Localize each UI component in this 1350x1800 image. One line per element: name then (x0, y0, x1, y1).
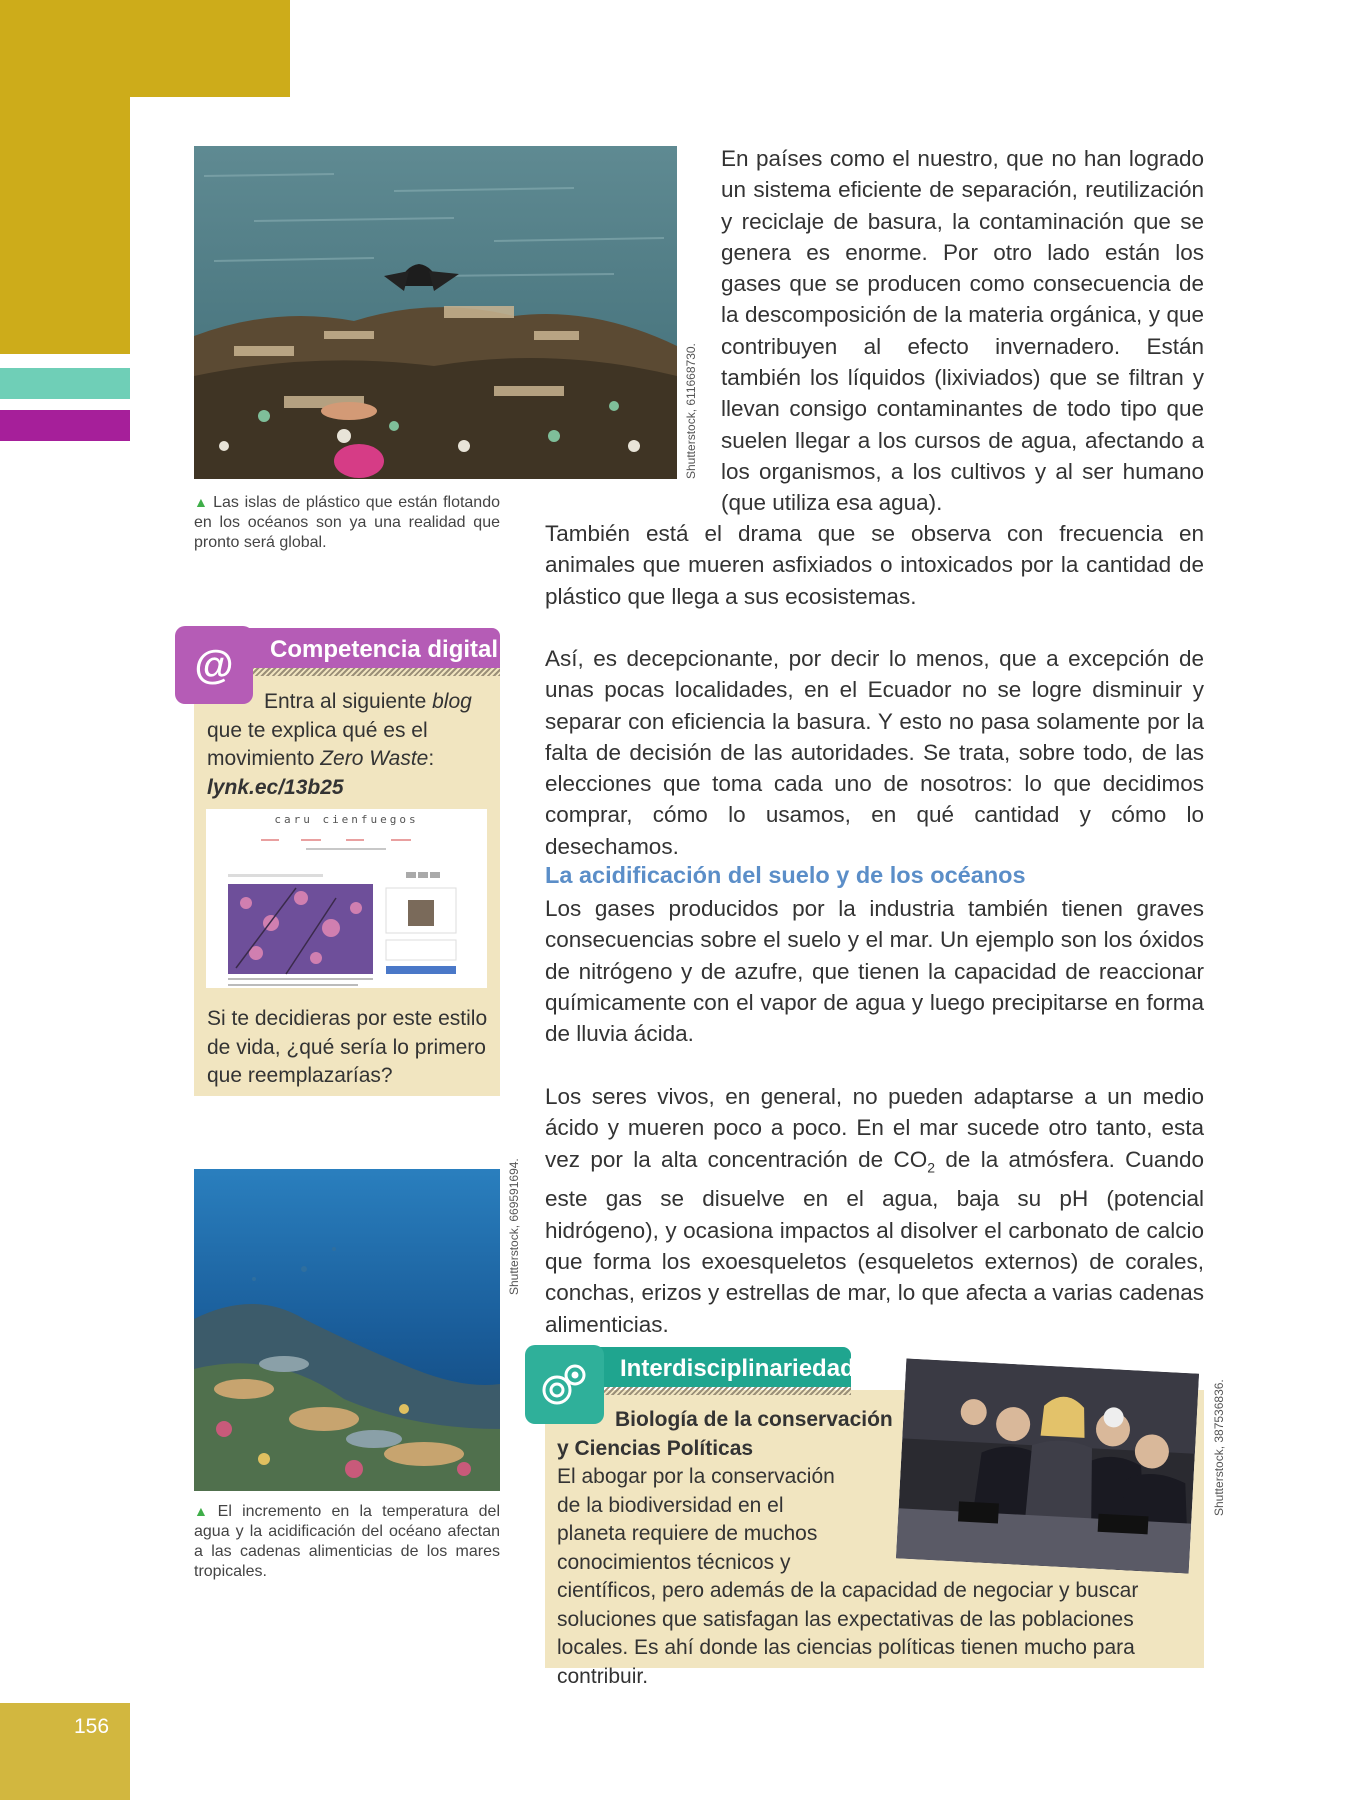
p5-text-after: de la atmósfera. Cuando este gas se disuelve en el agua, baja su pH (potencial hidrógeno), y ocasiona impactos al disolver el carbonato de calcio que forma los exoesqueletos (esqueletos externos) de corales, conchas, erizos y estrellas de mar, lo que afecta a varias cadenas alimenticias. (545, 1146, 1204, 1337)
co2-subscript: 2 (927, 1159, 935, 1176)
competencia-question: Si te decidieras por este estilo de vida, ¿qué sería lo primero que reemplazarías? (207, 1007, 488, 1087)
blog-link[interactable]: lynk.ec/13b25 (207, 775, 344, 799)
triangle-bullet-icon: ▲ (194, 494, 210, 510)
caption-text-1: Las islas de plástico que están flotando en los océanos son ya una realidad que pronto será global. (194, 494, 501, 551)
caption-text-2: El incremento en la temperatura del agua y la acidificación del océano afectan a las cadenas alimenticias de los mares tropicales. (194, 1503, 501, 1580)
page-number-tab (0, 1703, 130, 1800)
photo-credit-2: Shutterstock, 669591694. (507, 1158, 521, 1295)
page-number: 156 (74, 1715, 110, 1738)
competencia-digital-title: Competencia digital (270, 636, 499, 663)
header-hatch-divider (585, 1387, 851, 1395)
blog-title: caru cienfuegos (274, 813, 419, 826)
purple-strip (0, 410, 130, 441)
paragraph-5 (545, 1081, 1204, 1340)
cd-colon: : (428, 747, 435, 770)
cd-zero-waste: Zero Waste (320, 747, 429, 770)
coral-reef-photo (194, 1169, 500, 1491)
photo-float-spacer (852, 1463, 1197, 1573)
at-sign-icon: @ (175, 626, 253, 704)
p5-text-before: Los seres vivos, en general, no pueden adaptarse a un medio ácido y mueren poco a poco. En el mar sucede otro tanto, esta vez por la alta concentración de CO (545, 1084, 1204, 1172)
subtitle-text: Biología de la conservación y Ciencias Políticas (557, 1408, 893, 1460)
figure-caption-2 (194, 1501, 500, 1582)
interdisciplinariedad-subtitle (557, 1406, 902, 1463)
teal-strip (0, 368, 130, 399)
triangle-bullet-icon: ▲ (194, 1503, 214, 1519)
gold-side-band (0, 0, 130, 354)
figure-caption-1 (194, 492, 500, 553)
interdisciplinariedad-text (557, 1463, 1197, 1691)
paragraph-4: Los gases producidos por la industria también tienen graves consecuencias sobre el suelo y el mar. Un ejemplo son los óxidos de nitrógeno y de azufre, que tienen la capacidad de reaccionar químicamente con el vapor de agua y luego precipitarse en forma de lluvia ácida. (545, 896, 1204, 1047)
cd-blog-word: blog (432, 690, 472, 713)
paragraph-1: En países como el nuestro, que no han logrado un sistema eficiente de separación, reutilización y reciclaje de basura, la contaminación que se genera es enorme. Por otro lado están los gases que se producen como consecuencia de la descomposición de la materia orgánica, y que contribuyen al efecto invernadero. Están también los líquidos (lixiviados) que se filtran y llevan consigo contaminantes de todo tipo que suelen llegar a los cursos de agua, afectando a los organismos, a los cultivos y al ser humano (que utiliza esa agua). (721, 146, 1204, 516)
header-hatch-divider (240, 668, 500, 676)
interdisciplinariedad-title: Interdisciplinariedad (620, 1355, 855, 1382)
interdisciplinariedad-body: El abogar por la conservación de la biodiversidad en el planeta requiere de muchos conocimientos técnicos y científicos, pero además de la capacidad de negociar y buscar soluciones que satisfagan las expectativas de las poblaciones locales. Es ahí donde las ciencias políticas tienen mucho para contribuir. (557, 1465, 1139, 1688)
competencia-digital-text (207, 688, 492, 802)
cd-bold-text: Entra (264, 690, 315, 713)
plastic-island-photo (194, 146, 677, 479)
section-heading-acidification: La acidificación del suelo y de los océanos (545, 862, 1026, 888)
paragraph-3: Así, es decepcionante, por decir lo menos, que a excepción de unas pocas localidades, en el Ecuador no se logre disminuir y separar con eficiencia la basura. Y esto no pasa solamente por la falta de decisión de las autoridades. Se trata, sobre todo, de las elecciones que toma cada uno de nosotros: lo que decidimos comprar, cómo lo usamos, en qué cantidad y cómo lo desechamos. (545, 646, 1204, 859)
blog-screenshot (206, 809, 487, 988)
paragraph-2: También está el drama que se observa con frecuencia en animales que mueren asfixiados o intoxicados por la cantidad de plástico que llega a sus ecosistemas. (545, 521, 1204, 609)
photo-credit-3: Shutterstock, 387536836. (1212, 1379, 1226, 1516)
photo-credit-1: Shutterstock, 611668730. (684, 343, 698, 479)
cd-text-rest: que te explica qué es el movimiento (207, 718, 428, 770)
cd-text-mid: al siguiente (314, 690, 433, 713)
